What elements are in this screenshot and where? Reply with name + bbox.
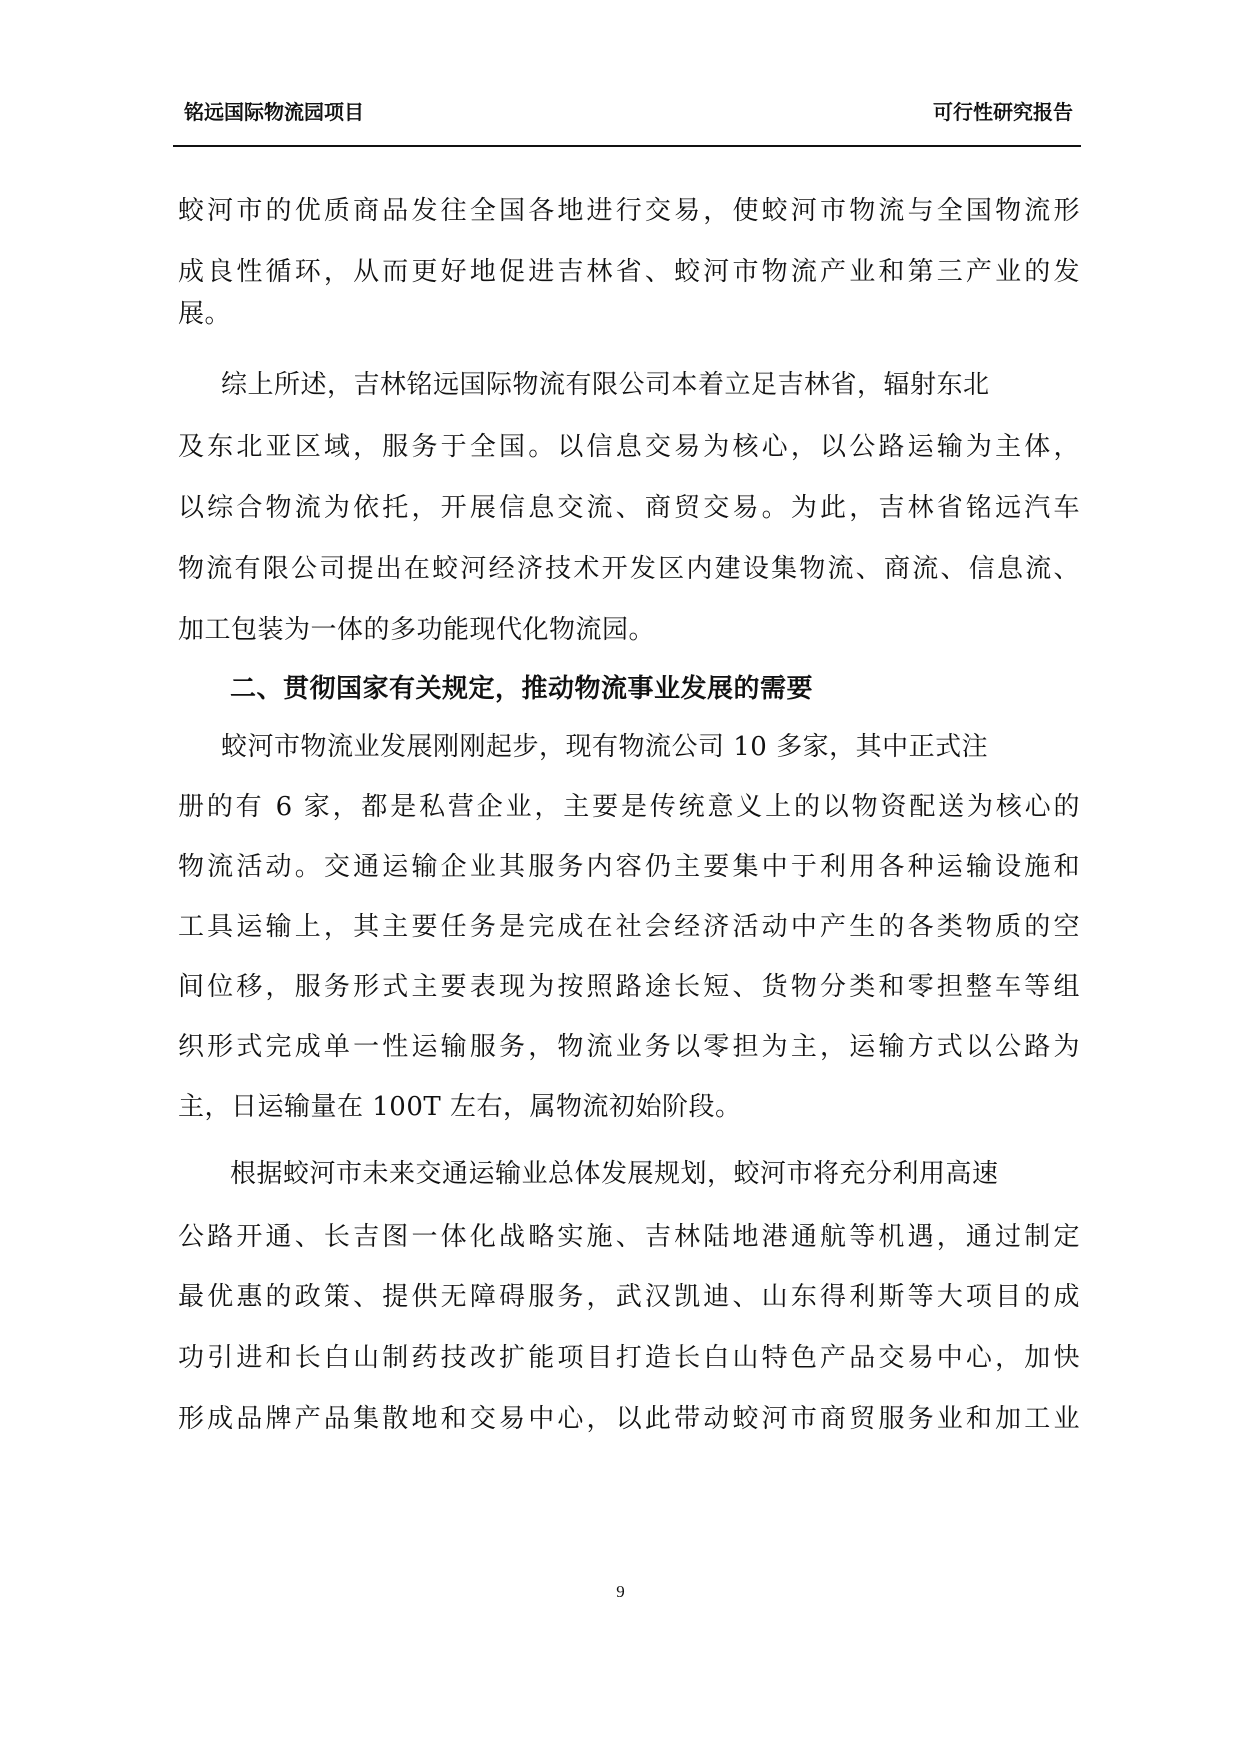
text-line: 最优惠的政策、提供无障碍服务，武汉凯迪、山东得利斯等大项目的成 [178,1282,1080,1312]
text-line: 物流有限公司提出在蛟河经济技术开发区内建设集物流、商流、信息流、 [178,554,1080,584]
text-line: 功引进和长白山制药技改扩能项目打造长白山特色产品交易中心，加快 [178,1343,1080,1373]
text-line: 及东北亚区域，服务于全国。以信息交易为核心，以公路运输为主体， [178,432,1080,462]
text-line: 成良性循环，从而更好地促进吉林省、蛟河市物流产业和第三产业的发 [178,257,1080,287]
section-heading: 二、贯彻国家有关规定，推动物流事业发展的需要 [230,674,814,704]
text-line: 主，日运输量在 100T 左右，属物流初始阶段。 [178,1092,742,1122]
page-header [173,88,1081,128]
text-line: 工具运输上，其主要任务是完成在社会经济活动中产生的各类物质的空 [178,912,1080,942]
text-line: 间位移，服务形式主要表现为按照路途长短、货物分类和零担整车等组 [178,972,1080,1002]
text-line: 形成品牌产品集散地和交易中心，以此带动蛟河市商贸服务业和加工业 [178,1404,1080,1434]
text-line: 公路开通、长吉图一体化战略实施、吉林陆地港通航等机遇，通过制定 [178,1222,1080,1252]
text-line: 册的有 6 家，都是私营企业，主要是传统意义上的以物资配送为核心的 [178,792,1080,822]
text-line: 加工包装为一体的多功能现代化物流园。 [178,615,656,645]
page-number: 9 [616,1582,625,1601]
text-line: 织形式完成单一性运输服务，物流业务以零担为主，运输方式以公路为 [178,1032,1080,1062]
text-line: 蛟河市的优质商品发往全国各地进行交易，使蛟河市物流与全国物流形 [178,196,1080,226]
text-line: 展。 [178,299,232,329]
header-report-title: 可行性研究报告 [933,100,1073,124]
text-line: 综上所述，吉林铭远国际物流有限公司本着立足吉林省，辐射东北 [221,370,990,400]
text-line: 根据蛟河市未来交通运输业总体发展规划，蛟河市将充分利用高速 [230,1159,999,1189]
text-line: 以综合物流为依托，开展信息交流、商贸交易。为此，吉林省铭远汽车 [178,493,1080,523]
text-line: 物流活动。交通运输企业其服务内容仍主要集中于利用各种运输设施和 [178,852,1080,882]
text-line: 蛟河市物流业发展刚刚起步，现有物流公司 10 多家，其中正式注 [221,732,989,762]
header-divider [173,145,1081,147]
header-project-title: 铭远国际物流园项目 [184,100,364,124]
